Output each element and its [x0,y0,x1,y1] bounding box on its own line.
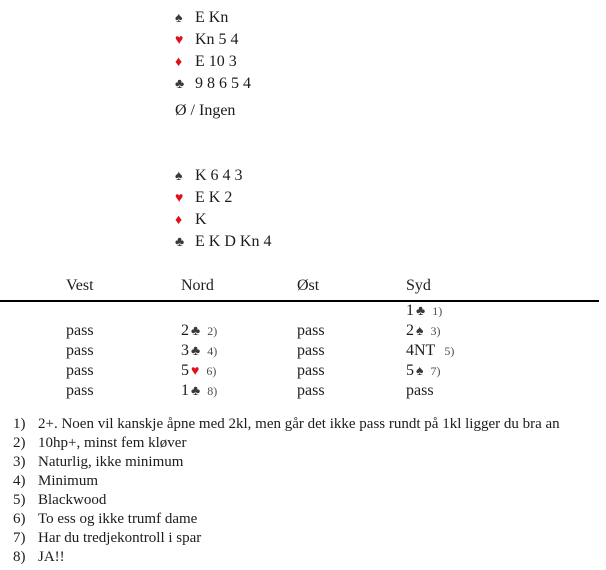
footnote-marker: 2) [13,435,26,451]
bidding-header-nord: Nord [181,277,214,294]
footnote-text: Blackwood [38,492,107,508]
heart-icon: ♥ [191,364,200,379]
bid-rank: 2 [406,322,414,339]
bidding-row-3 [0,341,606,361]
club-icon: ♣ [191,344,201,359]
bid-rank: 5 [181,362,189,379]
south-hand [175,165,271,253]
footnote-marker: 4) [13,473,26,489]
footnote-8 [0,548,606,567]
spade-icon: ♠ [175,11,183,26]
bid-ost-2: pass [297,322,325,339]
bidding-header-row [0,277,606,297]
footnote-3 [0,453,606,472]
bid-nord-5 [181,381,217,402]
footnote-text: Naturlig, ikke minimum [38,454,184,470]
bid-note-ref: 4) [207,344,218,358]
bid-rank: 3 [181,342,189,359]
bid-syd-4 [406,361,440,382]
south-diamonds-cards: K [195,211,207,228]
north-hearts-cards: Kn 5 4 [195,31,239,48]
heart-icon: ♥ [175,33,184,48]
south-diamonds-row [175,209,271,231]
bid-ost-5: pass [297,382,325,399]
bid-vest-4: pass [66,362,94,379]
club-icon: ♣ [416,304,426,319]
spade-icon: ♠ [175,169,183,184]
club-icon: ♣ [191,384,201,399]
bid-note-ref: 1) [432,304,443,318]
footnote-text: Har du tredjekontroll i spar [38,530,202,546]
bid-ost-4: pass [297,362,325,379]
bidding-header-ost: Øst [297,277,320,294]
bidding-row-2 [0,321,606,341]
footnote-text: To ess og ikke trumf dame [38,511,198,527]
diamond-icon: ♦ [175,213,183,228]
bid-vest-2: pass [66,322,94,339]
bidding-row-4 [0,361,606,381]
bid-rank: 2 [181,322,189,339]
footnote-1 [0,415,606,434]
north-diamonds-cards: E 10 3 [195,53,237,70]
south-spades-row [175,165,271,187]
dealer-vulnerability: Ø / Ingen [175,102,236,119]
footnote-2 [0,434,606,453]
footnote-marker: 3) [13,454,26,470]
bid-note-ref: 5) [444,344,455,358]
footnote-marker: 1) [13,416,26,432]
club-icon: ♣ [191,324,201,339]
bid-ost-3: pass [297,342,325,359]
bid-rank: pass [406,382,434,399]
footnote-text: 10hp+, minst fem kløver [38,435,187,451]
south-hearts-cards: E K 2 [195,189,233,206]
north-spades-row [175,7,251,29]
north-clubs-cards: 9 8 6 5 4 [195,75,251,92]
north-hand [175,7,251,95]
south-spades-cards: K 6 4 3 [195,167,243,184]
north-clubs-row [175,73,251,95]
bid-syd-5 [406,381,434,401]
diamond-icon: ♦ [175,55,183,70]
bidding-row-5 [0,381,606,401]
south-clubs-cards: E K D Kn 4 [195,233,272,250]
bid-nord-4 [181,361,216,382]
club-icon: ♣ [175,77,185,92]
footnote-5 [0,491,606,510]
footnote-marker: 6) [13,511,26,527]
footnote-7 [0,529,606,548]
bid-note-ref: 8) [207,384,218,398]
footnotes [0,415,606,567]
north-hearts-row [175,29,251,51]
bid-note-ref: 6) [206,364,217,378]
bid-syd-1 [406,301,442,322]
bidding-row-1 [0,301,606,321]
footnote-6 [0,510,606,529]
bid-nord-2 [181,321,217,342]
bid-note-ref: 3) [430,324,441,338]
footnote-text: Minimum [38,473,99,489]
bid-note-ref: 7) [430,364,441,378]
bid-note-ref: 2) [207,324,218,338]
bid-rank: 5 [406,362,414,379]
north-spades-cards: E Kn [195,9,229,26]
spade-icon: ♠ [416,324,424,339]
bid-vest-3: pass [66,342,94,359]
north-diamonds-row [175,51,251,73]
footnote-text: 2+. Noen vil kanskje åpne med 2kl, men går det ikke pass rundt på 1kl ligger du bra an [38,416,560,432]
bid-nord-3 [181,341,217,362]
footnote-4 [0,472,606,491]
bid-rank: 4NT [406,342,436,359]
south-hearts-row [175,187,271,209]
footnote-text: JA!! [38,549,65,565]
footnote-marker: 7) [13,530,26,546]
heart-icon: ♥ [175,191,184,206]
bid-syd-2 [406,321,440,342]
footnote-marker: 8) [13,549,26,565]
spade-icon: ♠ [416,364,424,379]
bid-vest-5: pass [66,382,94,399]
bidding-header-vest: Vest [66,277,94,294]
south-clubs-row [175,231,271,253]
bid-syd-3 [406,341,454,362]
bidding-header-syd: Syd [406,277,431,294]
footnote-marker: 5) [13,492,26,508]
bid-rank: 1 [406,302,414,319]
bid-rank: 1 [181,382,189,399]
club-icon: ♣ [175,235,185,250]
